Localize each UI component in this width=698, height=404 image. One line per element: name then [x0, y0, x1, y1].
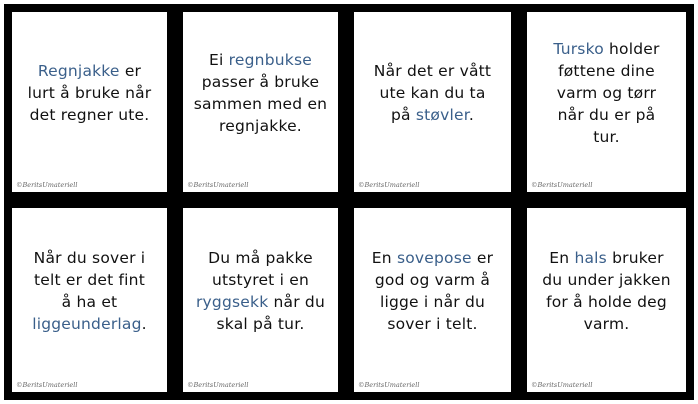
sentence-text: lurt å bruke når [27, 84, 152, 102]
sentence-text: telt er det fint [33, 271, 145, 289]
sentence-line [553, 60, 659, 82]
card-sentence [542, 247, 670, 335]
sentence-line [542, 269, 670, 291]
flashcard-hals [519, 200, 694, 400]
sentence-line [194, 49, 327, 71]
copyright-watermark: ©BeritsUmateriell [358, 181, 420, 189]
sentence-text: Du må pakke [208, 249, 313, 267]
sentence-text: du under jakken [542, 271, 671, 289]
sentence-line [553, 126, 659, 148]
sentence-line [553, 38, 659, 60]
sentence-line [542, 313, 670, 335]
card-sentence [32, 247, 147, 335]
card-sentence [194, 49, 327, 137]
sentence-line [374, 60, 491, 82]
copyright-watermark: ©BeritsUmateriell [16, 181, 78, 189]
sentence-text: for å holde deg [546, 293, 667, 311]
card-text [360, 208, 505, 374]
keyword-highlight: regnbukse [228, 51, 312, 69]
sentence-line [372, 269, 493, 291]
sentence-line [28, 60, 152, 82]
sentence-text: er [471, 249, 494, 267]
sentence-text: Når du sover i [33, 249, 146, 267]
card-text [533, 12, 680, 174]
sentence-text: ute kan du ta [379, 84, 486, 102]
sentence-text: regnjakke. [219, 117, 302, 135]
sentence-text: varm og tørr [556, 84, 657, 102]
flashcard-ryggsekk [175, 200, 346, 400]
sentence-line [553, 104, 659, 126]
card-text [533, 208, 680, 374]
sentence-line [196, 313, 325, 335]
sentence-line [374, 82, 491, 104]
card-text [18, 12, 161, 174]
copyright-watermark: ©BeritsUmateriell [187, 181, 249, 189]
keyword-highlight: Regnjakke [37, 62, 120, 80]
keyword-highlight: liggeunderlag [32, 315, 142, 333]
sentence-text: på [390, 106, 416, 124]
flashcard-regnjakke [4, 4, 175, 200]
card-sentence [196, 247, 325, 335]
copyright-watermark: ©BeritsUmateriell [16, 381, 78, 389]
sentence-text: bruker [606, 249, 664, 267]
sentence-text: sover i telt. [387, 315, 478, 333]
sentence-line [372, 291, 493, 313]
sentence-line [372, 247, 493, 269]
sentence-text: føttene dine [558, 62, 655, 80]
sentence-text: er [119, 62, 142, 80]
sentence-text: tur. [593, 128, 620, 146]
sentence-text: passer å bruke [201, 73, 320, 91]
card-text [360, 12, 505, 174]
sentence-line [194, 93, 327, 115]
copyright-watermark: ©BeritsUmateriell [358, 381, 420, 389]
flashcard-stovler [346, 4, 519, 200]
sentence-line [553, 82, 659, 104]
card-sentence [374, 60, 491, 126]
keyword-highlight: ryggsekk [195, 293, 269, 311]
sentence-line [32, 291, 147, 313]
sentence-line [32, 313, 147, 335]
sentence-line [196, 269, 325, 291]
flashcard-liggeunderlag [4, 200, 175, 400]
keyword-highlight: støvler [415, 106, 469, 124]
sentence-text: Når det er vått [373, 62, 492, 80]
sentence-text: sammen med en [193, 95, 328, 113]
sentence-line [374, 104, 491, 126]
sentence-line [196, 291, 325, 313]
sentence-line [32, 247, 147, 269]
sentence-line [372, 313, 493, 335]
sentence-text: varm. [583, 315, 630, 333]
card-sentence [553, 38, 659, 148]
card-text [189, 12, 332, 174]
copyright-watermark: ©BeritsUmateriell [531, 181, 593, 189]
sentence-text: . [141, 315, 147, 333]
sentence-text: når du [268, 293, 325, 311]
sentence-line [28, 104, 152, 126]
sentence-text: ligge i når du [379, 293, 486, 311]
card-sentence [372, 247, 493, 335]
keyword-highlight: Tursko [553, 40, 604, 58]
flashcard-regnbukse [175, 4, 346, 200]
sentence-text: utstyret i en [211, 271, 309, 289]
sentence-text: det regner ute. [29, 106, 150, 124]
flashcard-tursko [519, 4, 694, 200]
sentence-line [542, 291, 670, 313]
sentence-line [32, 269, 147, 291]
sentence-text: skal på tur. [216, 315, 305, 333]
copyright-watermark: ©BeritsUmateriell [531, 381, 593, 389]
card-text [189, 208, 332, 374]
sentence-text: Ei [209, 51, 229, 69]
sentence-line [28, 82, 152, 104]
sentence-text: En [371, 249, 397, 267]
card-sentence [28, 60, 152, 126]
card-text [18, 208, 161, 374]
sentence-text: holder [603, 40, 660, 58]
sentence-line [542, 247, 670, 269]
sentence-text: å ha et [61, 293, 118, 311]
sentence-line [194, 115, 327, 137]
sentence-text: god og varm å [374, 271, 491, 289]
copyright-watermark: ©BeritsUmateriell [187, 381, 249, 389]
flashcard-sovepose [346, 200, 519, 400]
sentence-text: En [549, 249, 575, 267]
keyword-highlight: sovepose [396, 249, 472, 267]
sentence-line [196, 247, 325, 269]
sentence-line [194, 71, 327, 93]
sentence-text: . [468, 106, 475, 124]
sentence-text: når du er på [557, 106, 656, 124]
keyword-highlight: hals [574, 249, 607, 267]
